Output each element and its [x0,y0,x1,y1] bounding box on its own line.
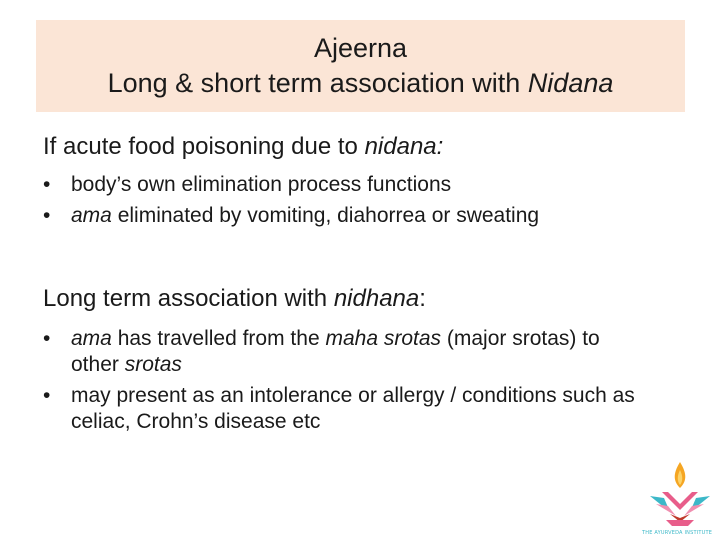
bullet-icon: • [43,204,51,227]
diya-lamp-logo-icon [640,458,720,540]
institute-logo [640,458,720,540]
bullet-icon: • [43,327,51,350]
section2-bullets [43,326,683,440]
list-item [43,172,683,198]
section2-heading-text: Long term association with [43,285,334,312]
section1-heading [43,132,443,162]
slide-subtitle [36,67,685,99]
bullet-text: (major srotas) to other [71,327,600,376]
list-item [43,326,631,378]
bullet-text: body’s own elimination process functions [71,173,452,196]
bullet-text: may present as an intolerance or allergy / conditions such as celiac, Crohn’s disease etc [71,384,635,433]
title-banner [36,20,685,112]
bullet-text: eliminated by vomiting, diahorrea or sweating [111,204,540,227]
section1-heading-italic: nidana: [364,133,444,160]
list-item [43,203,591,229]
bullet-text: has travelled from the [111,327,326,350]
section2-heading [43,284,426,314]
bullet-italic: maha srotas [325,327,442,350]
logo-caption: THE AYURVEDA INSTITUTE [642,530,713,536]
bullet-italic: ama [71,204,112,227]
section1-bullets [43,172,683,234]
bullet-icon: • [43,384,51,407]
slide-title: Ajeerna [313,33,408,63]
section2-heading-italic: nidhana [333,285,420,312]
section1-heading-text: If acute food poisoning due to [43,133,365,160]
bullet-icon: • [43,173,51,196]
subtitle-text: Long & short term association with [107,68,528,98]
section2-heading-suffix: : [419,285,426,312]
bullet-italic: srotas [124,353,182,376]
bullet-italic: ama [71,327,112,350]
list-item [43,383,691,435]
subtitle-italic: Nidana [527,68,614,98]
